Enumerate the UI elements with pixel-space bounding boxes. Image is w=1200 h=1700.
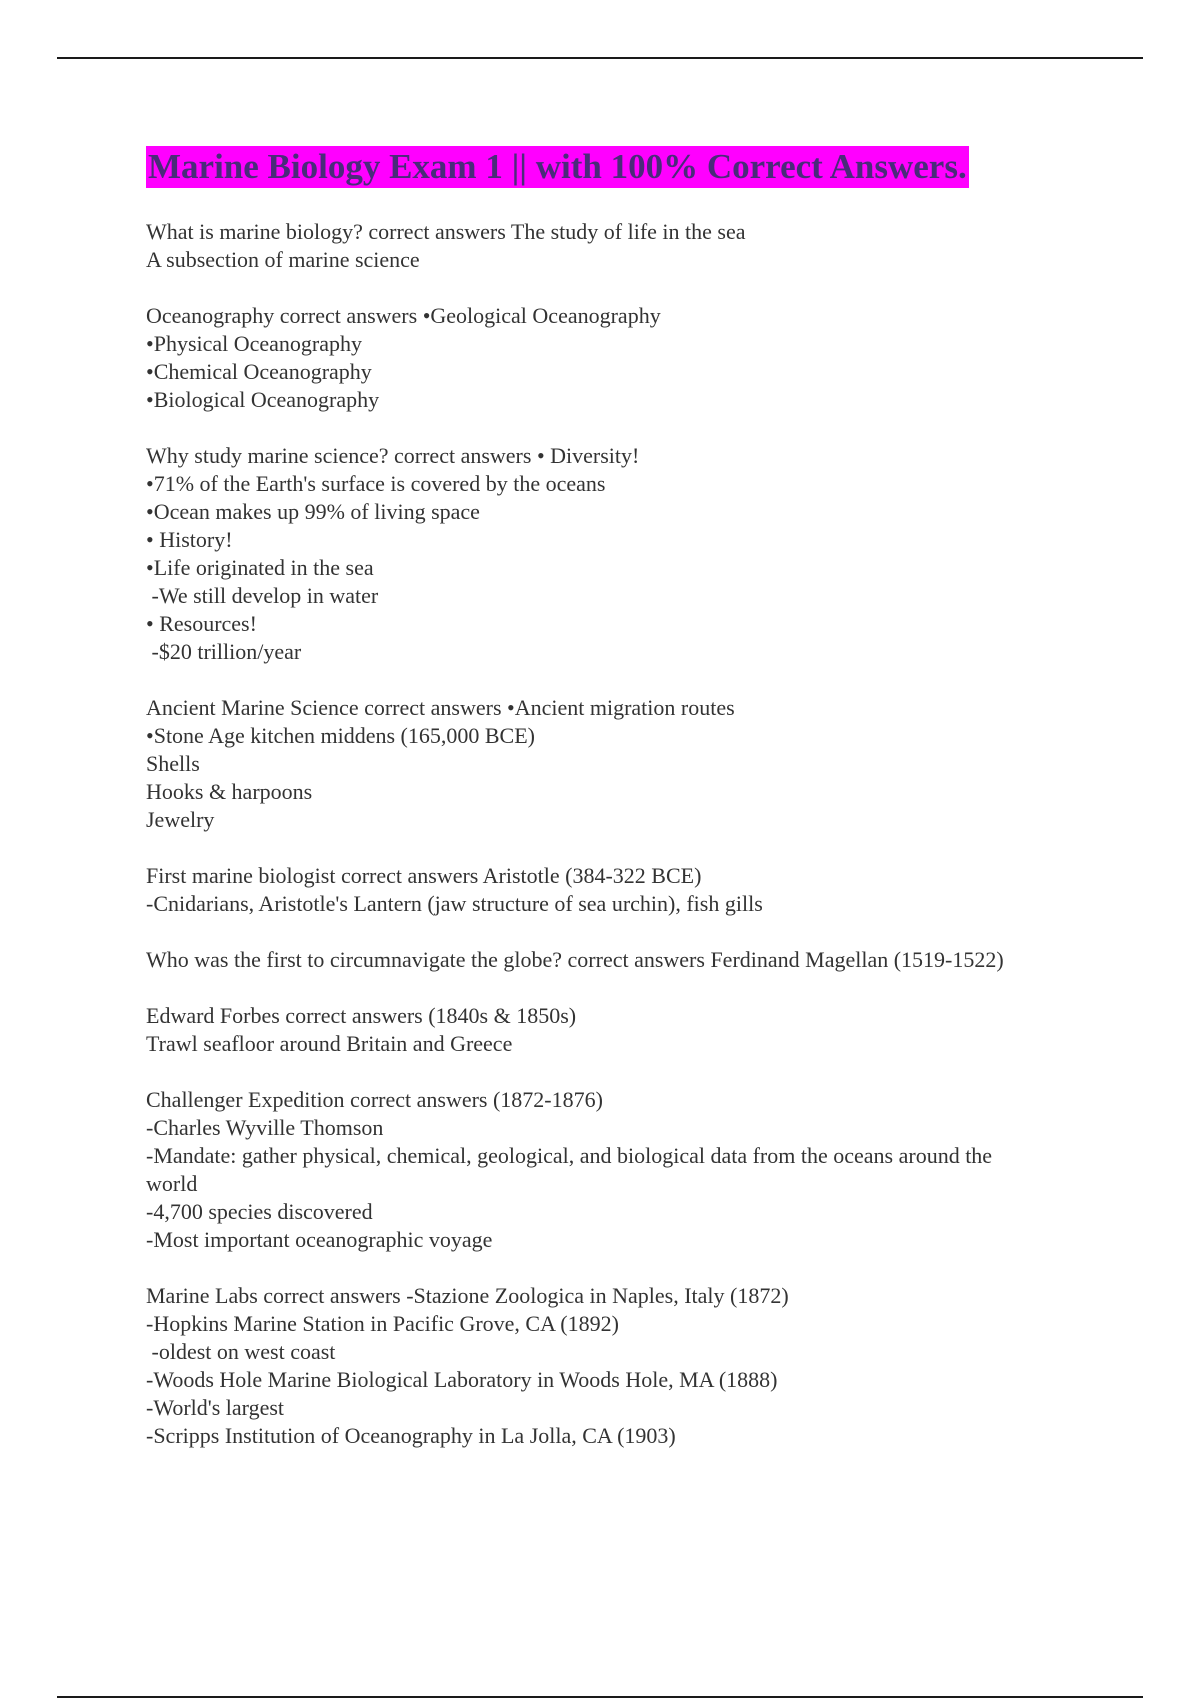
qa-answer-line: •Ocean makes up 99% of living space [146,499,480,524]
qa-block [146,1002,1106,1058]
qa-block [146,946,1106,974]
qa-answer-line: -Hopkins Marine Station in Pacific Grove, CA (1892) [146,1311,619,1336]
qa-block [146,218,1106,274]
qa-answer-line: -4,700 species discovered [146,1199,373,1224]
qa-question-line: Oceanography correct answers •Geological Oceanography [146,303,661,328]
qa-answer-line: Shells [146,751,200,776]
qa-answer-line: Trawl seafloor around Britain and Greece [146,1031,513,1056]
qa-question-line: First marine biologist correct answers Aristotle (384-322 BCE) [146,863,702,888]
qa-answer-line: • Resources! [146,611,257,636]
footer-rule [57,1696,1143,1698]
qa-answer-line: •Stone Age kitchen middens (165,000 BCE) [146,723,535,748]
qa-block [146,1282,1106,1450]
qa-answer-line: world [146,1171,198,1196]
qa-block [146,862,1106,918]
qa-answer-line: -Mandate: gather physical, chemical, geological, and biological data from the oceans around the [146,1143,993,1168]
qa-question-line: Marine Labs correct answers -Stazione Zoologica in Naples, Italy (1872) [146,1283,789,1308]
qa-answer-line: -Scripps Institution of Oceanography in La Jolla, CA (1903) [146,1423,676,1448]
qa-answer-line: •71% of the Earth's surface is covered by the oceans [146,471,606,496]
qa-block [146,694,1106,834]
qa-answer-line: •Physical Oceanography [146,331,363,356]
qa-block [146,442,1106,666]
qa-answer-line: -oldest on west coast [146,1339,336,1364]
qa-answer-line: -$20 trillion/year [146,639,302,664]
qa-answer-line: A subsection of marine science [146,247,420,272]
qa-answer-line: Hooks & harpoons [146,779,313,804]
document-body [146,146,1106,1478]
qa-question-line: Edward Forbes correct answers (1840s & 1850s) [146,1003,577,1028]
qa-answer-line: •Biological Oceanography [146,387,380,412]
qa-list [146,218,1106,1450]
qa-answer-line: -Woods Hole Marine Biological Laboratory in Woods Hole, MA (1888) [146,1367,778,1392]
qa-answer-line: -Charles Wyville Thomson [146,1115,384,1140]
qa-question-line: Challenger Expedition correct answers (1872-1876) [146,1087,603,1112]
qa-answer-line: -Most important oceanographic voyage [146,1227,493,1252]
qa-block [146,302,1106,414]
qa-answer-line: •Life originated in the sea [146,555,374,580]
qa-question-line: Why study marine science? correct answers • Diversity! [146,443,640,468]
qa-answer-line: • History! [146,527,233,552]
header-rule [57,57,1143,59]
qa-answer-line: •Chemical Oceanography [146,359,372,384]
qa-answer-line: -We still develop in water [146,583,379,608]
qa-block [146,1086,1106,1254]
document-title: Marine Biology Exam 1 || with 100% Correct Answers. [148,147,967,186]
qa-question-line: Who was the first to circumnavigate the globe? correct answers Ferdinand Magellan (1519-1522) [146,947,1004,972]
qa-answer-line: -World's largest [146,1395,285,1420]
qa-answer-line: -Cnidarians, Aristotle's Lantern (jaw structure of sea urchin), fish gills [146,891,763,916]
qa-question-line: What is marine biology? correct answers The study of life in the sea [146,219,746,244]
qa-answer-line: Jewelry [146,807,215,832]
qa-question-line: Ancient Marine Science correct answers •Ancient migration routes [146,695,735,720]
